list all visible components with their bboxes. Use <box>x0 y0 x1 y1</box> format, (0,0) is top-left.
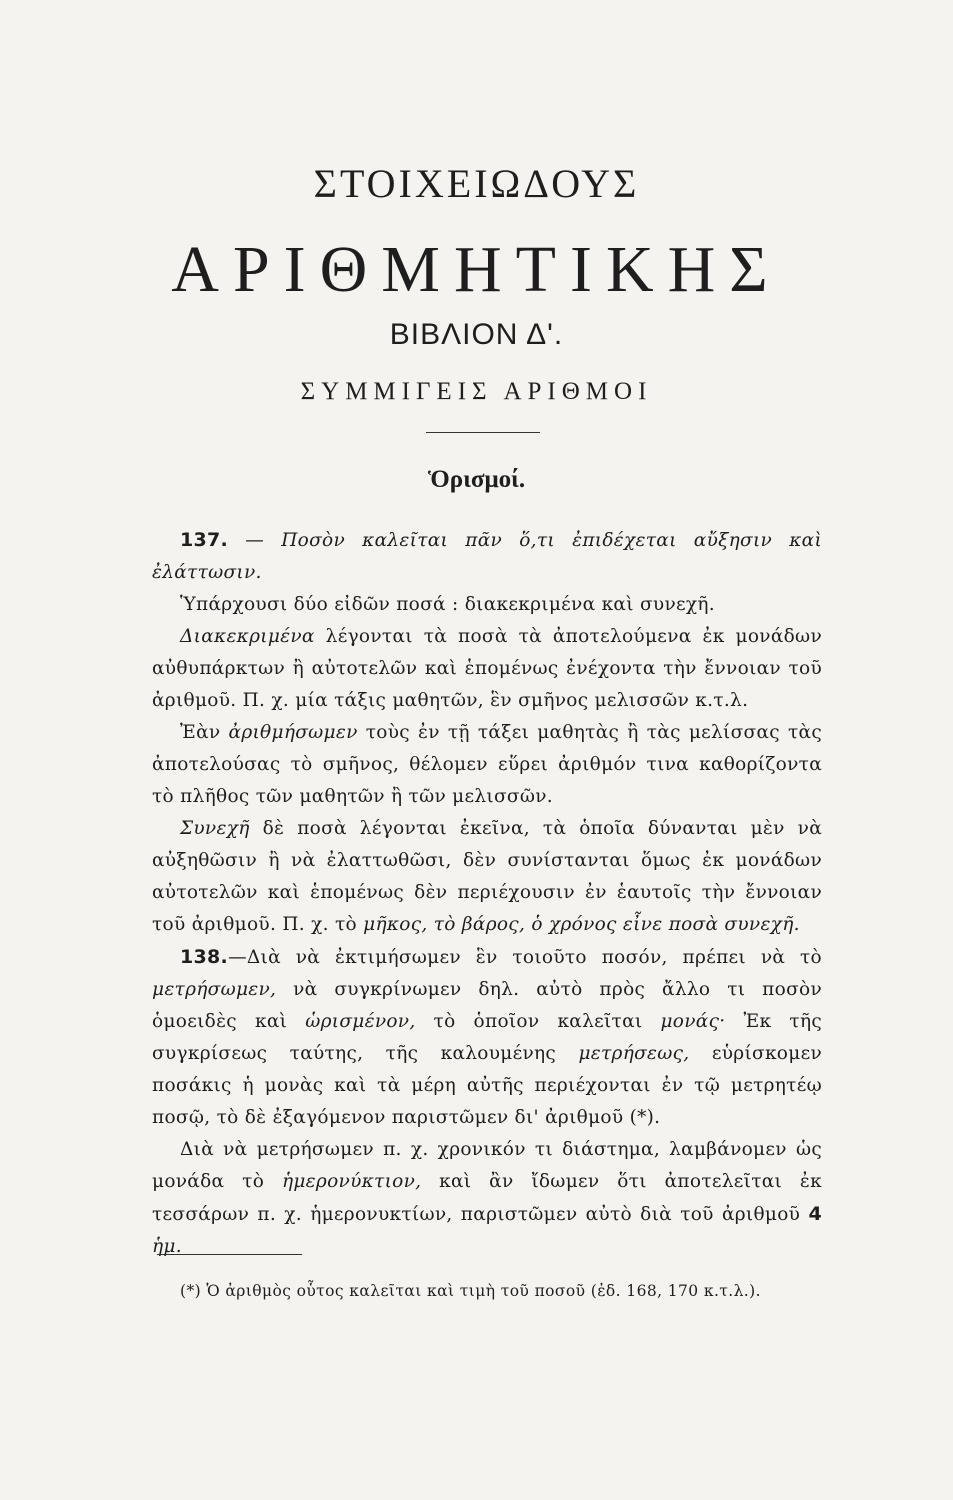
book-heading: ΒΙΒΛΙΟΝ Δ'. <box>389 318 564 351</box>
term: μετρήσεως, <box>578 1043 690 1064</box>
paragraph-text: εὑρίσκομεν ποσάκις ἡ μονὰς καὶ τὰ μέρη αὐτῆς περιέχονται ἐν τῷ μετρητέῳ ποσῷ, τὸ δὲ ἐξαγόμενον παριστῶμεν δι' ἀριθμοῦ (*). <box>152 1043 822 1128</box>
paragraph-138 <box>152 941 822 1134</box>
term: ἀριθμήσωμεν <box>228 722 358 743</box>
paragraph-text: δὲ ποσὰ λέγονται ἐκεῖνα, τὰ ὁποῖα δύνανται μὲν νὰ αὐξηθῶσιν ἢ νὰ ἐλαττωθῶσι, δὲν συνίστανται ὅμως ἐκ μονάδων αὐτοτελῶν καὶ ἑπομένως δὲν περιέχουσιν ἐν ἑαυτοῖς τὴν ἔννοιαν τοῦ ἀριθμοῦ. Π. χ. τὸ <box>152 818 822 935</box>
paragraph-text: τὸ ὁποῖον καλεῖται <box>415 1011 661 1032</box>
paragraph: Ὑπάρχουσι δύο εἰδῶν ποσά : διακεκριμένα καὶ συνεχῆ. <box>180 594 715 615</box>
divider <box>426 432 540 433</box>
paragraph-text: Διὰ νὰ μετρήσωμεν π. χ. χρονικόν τι διάστημα, λαμβάνομεν ὡς μονάδα τὸ <box>152 1139 822 1192</box>
term: Συνεχῆ <box>180 818 250 839</box>
number: 4 <box>808 1203 822 1225</box>
paragraph-text: Ἐὰν <box>180 722 229 743</box>
paragraph-number: 138. <box>180 946 229 968</box>
title-line-2: ΑΡΙΘΜΗΤΙΚΗΣ <box>171 233 782 306</box>
definition-text: — Ποσὸν καλεῖται πᾶν ὅ,τι ἐπιδέχεται αὔξησιν καὶ ἐλάττωσιν. <box>152 530 822 583</box>
term: μετρήσωμεν, <box>152 979 277 1000</box>
paragraph-137 <box>152 524 822 589</box>
term: ὡρισμένον, <box>305 1011 416 1032</box>
examples: μῆκος, τὸ βάρος, ὁ χρόνος εἶνε ποσὰ συνεχῆ. <box>363 914 800 935</box>
subject-heading: ΣΥΜΜΙΓΕΙΣ ΑΡΙΘΜΟΙ <box>300 378 653 405</box>
term: Διακεκριμένα <box>180 626 315 647</box>
paragraph-text: Ἐκ τῆς συγκρίσεως ταύτης, τῆς καλουμένης <box>152 1011 822 1064</box>
paragraph-text: νὰ συγκρίνωμεν δηλ. αὐτὸ πρὸς ἄλλο τι ποσὸν ὁμοειδὲς καὶ <box>152 979 822 1032</box>
paragraph-text: λέγονται τὰ ποσὰ τὰ ἀποτελούμενα ἐκ μονάδων αὐθυπάρκτων ἢ αὐτοτελῶν καὶ ἑπομένως ἐνέχοντα τὴν ἔννοιαν τοῦ ἀριθμοῦ. Π. χ. μία τάξις μαθητῶν, ἓν σμῆνος μελισσῶν κ.τ.λ. <box>152 626 822 711</box>
paragraph-text: —Διὰ νὰ ἐκτιμήσωμεν ἓν τοιοῦτο ποσόν, πρέπει νὰ τὸ <box>228 947 822 968</box>
paragraph <box>152 1134 822 1263</box>
unit: ἡμ. <box>152 1236 182 1257</box>
section-heading: Ὁρισμοί. <box>427 466 526 493</box>
paragraph-text: καὶ ἂν ἴδωμεν ὅτι ἀποτελεῖται ἐκ τεσσάρων π. χ. ἡμερονυκτίων, παριστῶμεν αὐτὸ διὰ τοῦ ἀριθμοῦ <box>152 1171 822 1225</box>
paragraph <box>152 717 822 813</box>
footnote: (*) Ὁ ἀριθμὸς οὗτος καλεῖται καὶ τιμὴ τοῦ ποσοῦ (ἐδ. 168, 170 κ.τ.λ.). <box>180 1282 761 1300</box>
paragraph <box>152 621 822 717</box>
paragraph <box>152 813 822 941</box>
paragraph-text: τοὺς ἐν τῇ τάξει μαθητὰς ἢ τὰς μελίσσας τὰς ἀποτελούσας τὸ σμῆνος, θέλομεν εὕρει ἀριθμόν τινα καθορίζοντα τὸ πλῆθος τῶν μαθητῶν ἢ τῶν μελισσῶν. <box>152 722 823 807</box>
term: ἡμερονύκτιον, <box>281 1171 422 1192</box>
footnote-rule <box>157 1254 302 1255</box>
body-text <box>152 524 822 1263</box>
term: μονάς· <box>660 1011 726 1032</box>
paragraph-number: 137. <box>180 529 229 551</box>
title-line-1: ΣΤΟΙΧΕΙΩΔΟΥΣ <box>313 161 640 206</box>
